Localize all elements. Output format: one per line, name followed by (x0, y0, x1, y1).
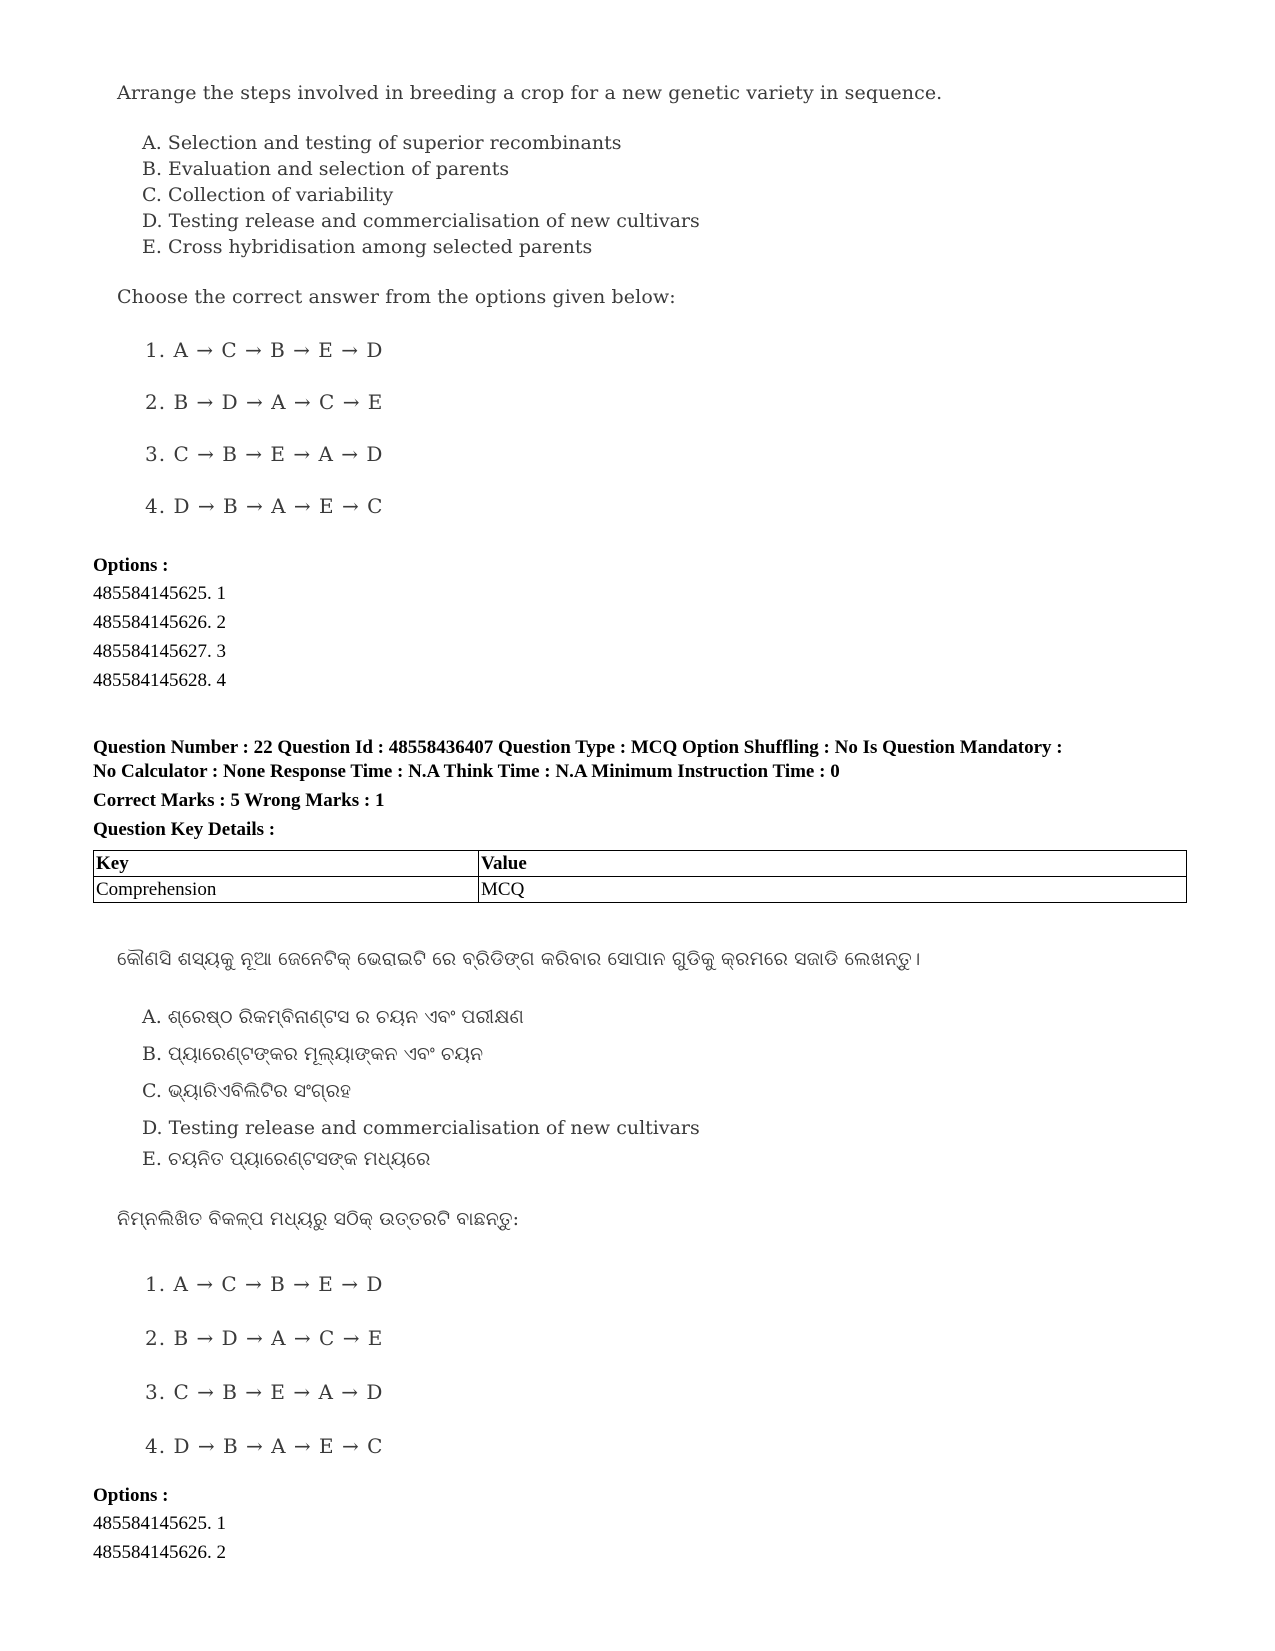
option-id: 485584145625. 1 (93, 583, 226, 604)
key-details-label: Question Key Details : (93, 819, 276, 840)
table-row (94, 877, 1187, 903)
sequence-item: D. Testing release and commercialisation of new cultivars (142, 1117, 700, 1139)
answer-choice: 2. B → D → A → C → E (145, 1326, 384, 1350)
key-details-table (93, 850, 1187, 903)
table-cell-value: MCQ (479, 877, 1187, 903)
choose-instruction: ନିମ୍ନଲିଖିତ ବିକଳ୍ପ ମଧ୍ୟରୁ ସଠିକ୍ ଉତ୍ତରଟି ବାଛନ୍ତୁ: (117, 1208, 520, 1230)
choose-instruction: Choose the correct answer from the options given below: (117, 286, 676, 308)
options-label: Options : (93, 1485, 169, 1506)
answer-choice: 3. C → B → E → A → D (145, 1380, 384, 1404)
sequence-item: B. ପ୍ୟାରେଣ୍ଟଙ୍କର ମୂଲ୍ୟାଙ୍କନ ଏବଂ ଚୟନ (142, 1043, 484, 1065)
question-prompt: କୌଣସି ଶସ୍ୟକୁ ନୂଆ ଜେନେଟିକ୍ ଭେରାଇଟି ରେ ବ୍ରିଡିଙ୍ଗ କରିବାର ସୋପାନ ଗୁଡିକୁ କ୍ରମରେ ସଜାଡି ଲେଖନ୍ତୁ। (117, 948, 921, 970)
question-meta-line: Question Number : 22 Question Id : 48558436407 Question Type : MCQ Option Shuffling : No Is Question Mandatory : (93, 737, 1063, 758)
question-meta-line: No Calculator : None Response Time : N.A Think Time : N.A Minimum Instruction Time : 0 (93, 761, 840, 782)
question-prompt: Arrange the steps involved in breeding a crop for a new genetic variety in sequence. (117, 82, 943, 104)
table-header-row (94, 851, 1187, 877)
sequence-item: C. ଭ୍ୟାରିଏବିଲିଟିର ସଂଗ୍ରହ (142, 1080, 352, 1102)
table-header-value: Value (479, 851, 1187, 877)
table-cell-key: Comprehension (94, 877, 479, 903)
sequence-item: E. Cross hybridisation among selected parents (142, 236, 593, 258)
sequence-item: A. ଶ୍ରେଷ୍ଠ ରିକମ୍ବିନାଣ୍ଟସ ର ଚୟନ ଏବଂ ପରୀକ୍ଷଣ (142, 1006, 524, 1028)
option-id: 485584145628. 4 (93, 670, 226, 691)
option-id: 485584145625. 1 (93, 1513, 226, 1534)
table-header-key: Key (94, 851, 479, 877)
answer-choice: 1. A → C → B → E → D (145, 1272, 384, 1296)
option-id: 485584145627. 3 (93, 641, 226, 662)
options-label: Options : (93, 555, 169, 576)
answer-choice: 2. B → D → A → C → E (145, 390, 384, 414)
sequence-item: B. Evaluation and selection of parents (142, 158, 510, 180)
sequence-item: D. Testing release and commercialisation of new cultivars (142, 210, 700, 232)
sequence-item: A. Selection and testing of superior recombinants (142, 132, 622, 154)
option-id: 485584145626. 2 (93, 1542, 226, 1563)
sequence-item: E. ଚୟନିତ ପ୍ୟାରେଣ୍ଟସଙ୍କ ମଧ୍ୟରେ (142, 1148, 431, 1170)
option-id: 485584145626. 2 (93, 612, 226, 633)
sequence-item: C. Collection of variability (142, 184, 394, 206)
marks-line: Correct Marks : 5 Wrong Marks : 1 (93, 790, 385, 811)
answer-choice: 3. C → B → E → A → D (145, 442, 384, 466)
answer-choice: 1. A → C → B → E → D (145, 338, 384, 362)
answer-choice: 4. D → B → A → E → C (145, 1434, 384, 1458)
answer-choice: 4. D → B → A → E → C (145, 494, 384, 518)
